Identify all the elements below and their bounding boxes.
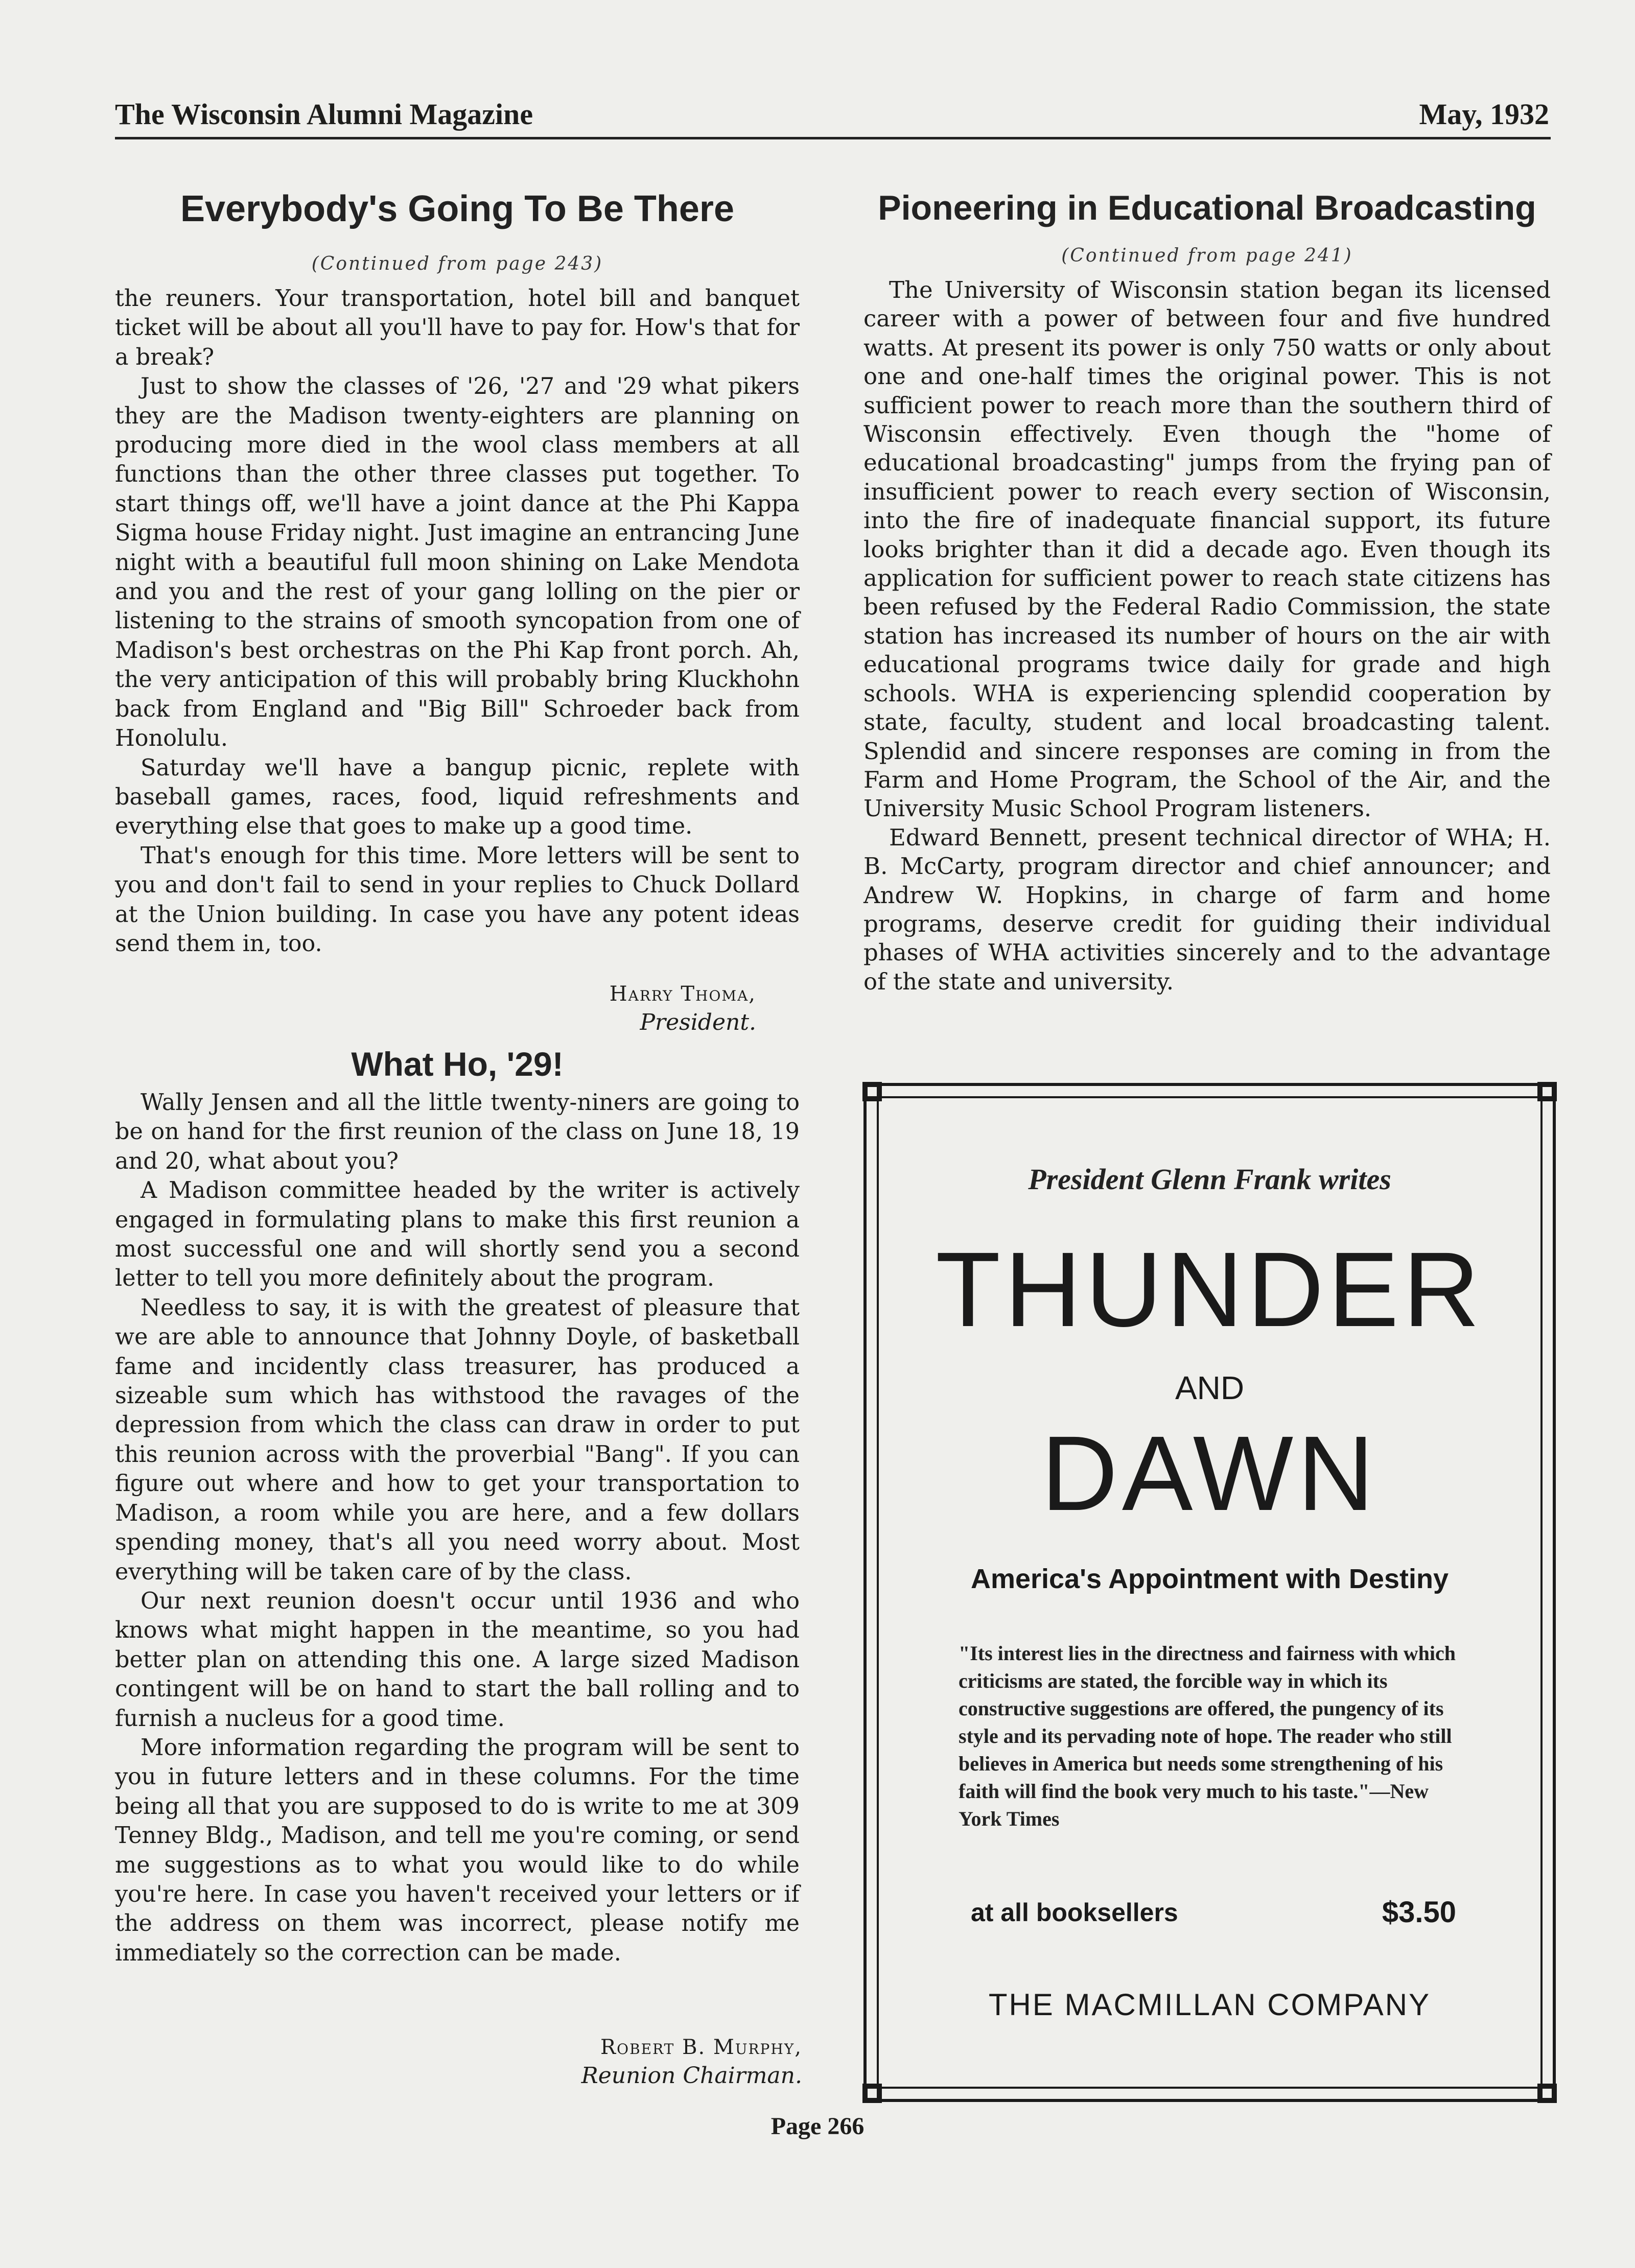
corner-ornament — [862, 1082, 882, 1101]
paragraph: Our next reunion doesn't occur until 1936 and who knows what might happen in the meantime, so you had better plan on attending this one. A large sized Madison contingent will be on hand to start the ball rolling and to furnish a nucleus for a good time. — [115, 1588, 800, 1732]
article-body-everybody — [115, 284, 800, 958]
paragraph: the reuners. Your transportation, hotel bill and banquet ticket will be about all you'll have to pay for. How's that for a break? — [115, 286, 800, 370]
ad-frame-top-inner — [863, 1096, 1556, 1098]
corner-ornament — [1537, 2084, 1557, 2103]
article-title-what-ho: What Ho, '29! — [351, 1045, 564, 1083]
article-body-broadcasting — [863, 276, 1551, 996]
ad-subtitle: America's Appointment with Destiny — [971, 1564, 1449, 1594]
ad-title-dawn: DAWN — [1041, 1414, 1379, 1533]
ad-frame-bottom-inner — [863, 2087, 1556, 2089]
continued-note-right: (Continued from page 241) — [1061, 245, 1353, 266]
ad-quote: "Its interest lies in the directness and fairness with which criticisms are stated, the forcible way in which its constructive suggestions are offered, the pungency of its style and its pervading note of hope. The reader who still believes in America but needs some strengthening of his faith will find the book very much to his taste."—New York Times — [959, 1642, 1456, 1830]
paragraph: Just to show the classes of '26, '27 and '29 what pikers they are the Madison twenty-eighters are planning on producing more died in the wool class members at all functions than the other three classes put together. To start things off, we'll have a joint dance at the Phi Kappa Sigma house Friday night. Just imagine an entrancing June night with a beautiful full moon shining on Lake Mendota and you and the rest of your gang lolling on the pier or listening to the strains of smooth syncopation from one of Madison's best orchestras on the Phi Kap front porch. Ah, the very anticipation of this will probably bring Kluckhohn back from England and "Big Bill" Schroeder back from Honolulu. — [115, 373, 800, 752]
continued-note-left: (Continued from page 243) — [311, 253, 603, 274]
paragraph: Edward Bennett, present technical director of WHA; H. B. McCarty, program director and chief announcer; and Andrew W. Hopkins, in charge of farm and home programs, deserve credit for guiding their individual phases of WHA activities sincerely and to the advantage of the state and university. — [863, 823, 1551, 995]
ad-kicker: President Glenn Frank writes — [1028, 1163, 1391, 1196]
ad-frame-top — [863, 1083, 1556, 1086]
paragraph: Saturday we'll have a bangup picnic, replete with baseball games, races, food, liquid refreshments and everything else that goes to make up a good time. — [115, 754, 800, 840]
paragraph: A Madison committee headed by the writer is actively engaged in formulating plans to make this first reunion a most successful one and will shortly send you a second letter to tell you more definitely about the program. — [115, 1177, 800, 1292]
page-number: Page 266 — [770, 2113, 865, 2140]
paragraph: Needless to say, it is with the greatest of pleasure that we are able to announce that Johnny Doyle, of basketball fame and incidently class treasurer, has produced a sizeable sum which has withstood the ravages of the depression from which the class can draw in order to put this reunion across with the proverbial "Bang". If you can figure out where and how to get your transportation to Madison, a room while you are here, and a few dollars spending money, that's all you need worry about. Most everything will be taken care of by the class. — [115, 1294, 800, 1585]
ad-price: $3.50 — [1382, 1896, 1456, 1929]
article-body-what-ho — [115, 1088, 800, 1968]
signature-name: Robert B. Murphy, — [600, 2036, 802, 2059]
ad-publisher: THE MACMILLAN COMPANY — [988, 1988, 1431, 2022]
paragraph: Wally Jensen and all the little twenty-niners are going to be on hand for the first reunion of the class on June 18, 19 and 20, what about you? — [115, 1090, 800, 1174]
signature-thoma — [610, 980, 756, 1037]
header-rule — [115, 137, 1551, 139]
signature-role: President. — [640, 1009, 756, 1035]
book-advertisement — [863, 1083, 1556, 2102]
signature-name: Harry Thoma, — [609, 982, 756, 1006]
signature-murphy — [581, 2033, 802, 2090]
paragraph: The University of Wisconsin station began its licensed career with a power of between four and five hundred watts. At present its power is only 750 watts or only about one and one-half times the original power. This is not sufficient power to reach more than the southern third of Wisconsin effectively. Even though the "home of educational broadcasting" jumps from the frying pan of insufficient power to reach every section of Wisconsin, into the fire of inadequate financial support, its future looks brighter than it did a decade ago. Even though its application for sufficient power to reach state citizens has been refused by the Federal Radio Commission, the state station has increased its number of hours on the air with educational programs twice daily for grade and high schools. WHA is experiencing splendid cooperation by state, faculty, student and local broadcasting talent. Splendid and sincere responses are coming in from the Farm and Home Program, the School of the Air, and the University Music School Program listeners. — [863, 276, 1551, 822]
issue-date: May, 1932 — [1419, 98, 1549, 131]
article-title-broadcasting: Pioneering in Educational Broadcasting — [878, 188, 1536, 227]
ad-availability: at all booksellers — [971, 1898, 1178, 1927]
magazine-title: The Wisconsin Alumni Magazine — [115, 98, 533, 131]
signature-role: Reunion Chairman. — [581, 2063, 802, 2089]
article-title-everybody: Everybody's Going To Be There — [180, 188, 734, 229]
paragraph: More information regarding the program will be sent to you in future letters and in these columns. For the time being all that you are supposed to do is write to me at 309 Tenney Bldg., Madison, and tell me you're coming, or send me suggestions as to what you would like to do while you're here. In case you haven't received your letters or if the address on them was incorrect, please notify me immediately so the correction can be made. — [115, 1734, 800, 1966]
ad-frame-bottom — [863, 2099, 1556, 2102]
corner-ornament — [862, 2084, 882, 2103]
paragraph: That's enough for this time. More letters will be sent to you and don't fail to send in your replies to Chuck Dollard at the Union building. In case you have any potent ideas send them in, too. — [115, 842, 800, 957]
ad-title-thunder: THUNDER — [936, 1231, 1484, 1349]
corner-ornament — [1537, 1082, 1557, 1101]
ad-title-and: AND — [1175, 1369, 1245, 1406]
